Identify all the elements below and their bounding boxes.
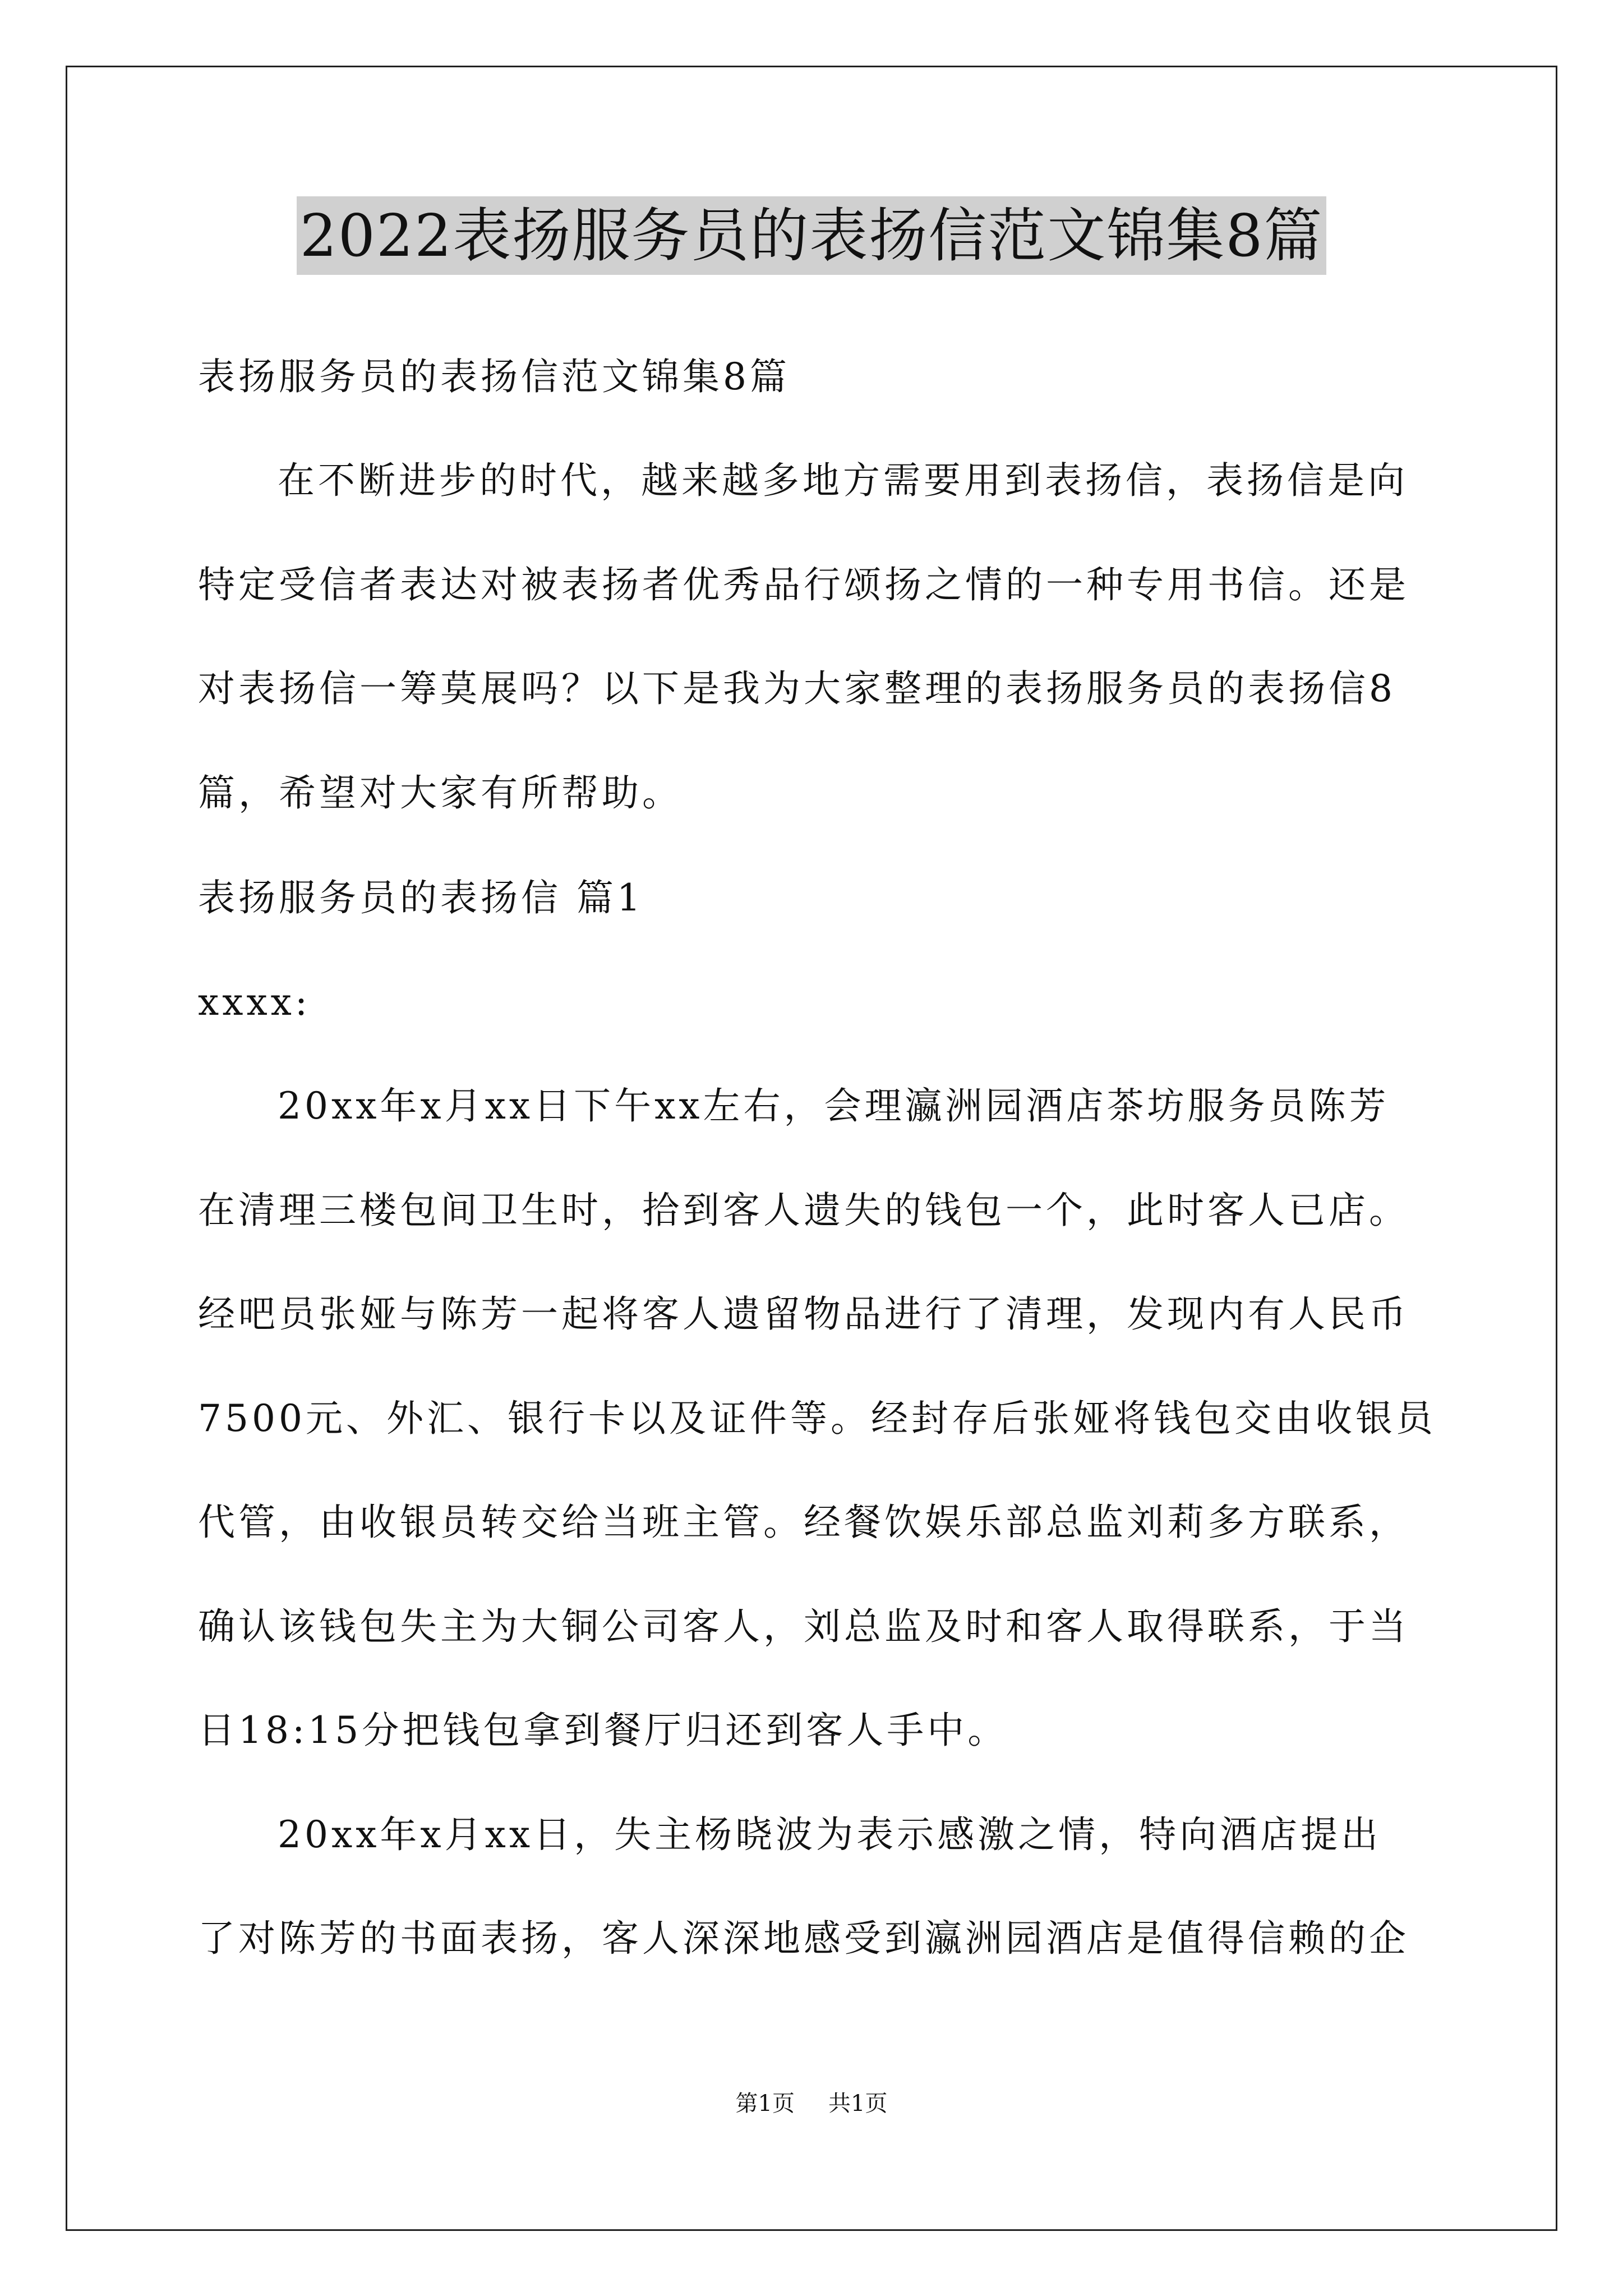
- document-title: 2022表扬服务员的表扬信范文锦集8篇: [297, 196, 1327, 275]
- page-number: 第1页: [735, 2091, 795, 2116]
- page-footer: [0, 2087, 1623, 2120]
- paragraph1-line-2: 在清理三楼包间卫生时，拾到客人遗失的钱包一个，此时客人已店。: [198, 1189, 1409, 1232]
- paragraph1-line-4: 7500元、外汇、银行卡以及证件等。经封存后张娅将钱包交由收银员: [198, 1397, 1436, 1440]
- title-container: [0, 196, 1623, 275]
- paragraph1-line-3: 经吧员张娅与陈芳一起将客人遗留物品进行了清理，发现内有人民币: [198, 1292, 1409, 1336]
- salutation: xxxx:: [198, 981, 311, 1024]
- intro-line-1: 在不断进步的时代，越来越多地方需要用到表扬信，表扬信是向: [278, 459, 1408, 502]
- paragraph1-line-7: 日18:15分把钱包拿到餐厅归还到客人手中。: [198, 1709, 1008, 1752]
- intro-line-3: 对表扬信一筹莫展吗？以下是我为大家整理的表扬服务员的表扬信8: [198, 667, 1396, 710]
- paragraph1-line-5: 代管，由收银员转交给当班主管。经餐饮娱乐部总监刘莉多方联系，: [198, 1501, 1409, 1544]
- intro-line-2: 特定受信者表达对被表扬者优秀品行颂扬之情的一种专用书信。还是: [198, 563, 1409, 606]
- paragraph2-line-1: 20xx年x月xx日，失主杨晓波为表示感激之情，特向酒店提出: [278, 1813, 1382, 1856]
- paragraph2-line-2: 了对陈芳的书面表扬，客人深深地感受到瀛洲园酒店是值得信赖的企: [198, 1917, 1409, 1960]
- document-subtitle: 表扬服务员的表扬信范文锦集8篇: [198, 355, 790, 398]
- paragraph1-line-1: 20xx年x月xx日下午xx左右，会理瀛洲园酒店茶坊服务员陈芳: [278, 1084, 1390, 1128]
- paragraph1-line-6: 确认该钱包失主为大铜公司客人，刘总监及时和客人取得联系，于当: [198, 1605, 1409, 1648]
- intro-line-4: 篇，希望对大家有所帮助。: [198, 771, 683, 815]
- section-heading: 表扬服务员的表扬信 篇1: [198, 876, 644, 919]
- page-total: 共1页: [828, 2091, 888, 2116]
